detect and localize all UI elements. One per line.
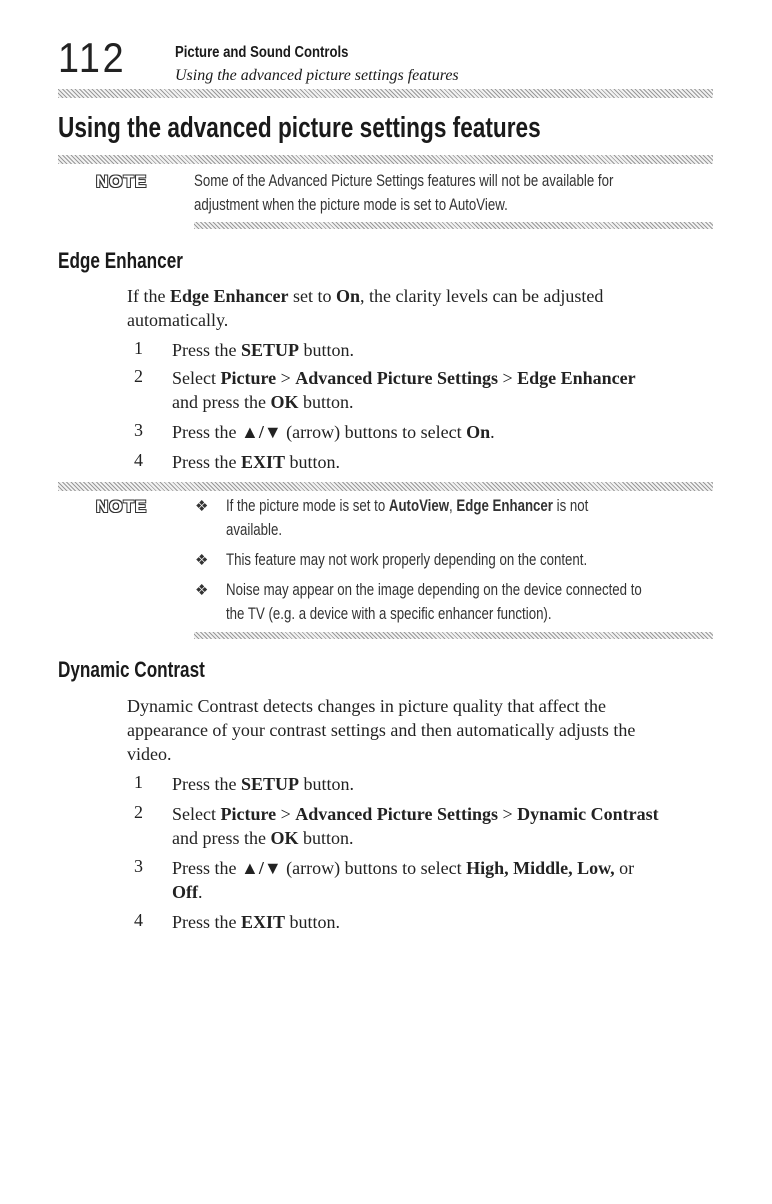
diamond-bullet-icon: ❖ <box>195 499 209 515</box>
step-text: Press the EXIT button. <box>172 452 341 472</box>
note-bullet-text: This feature may not work properly depending on the content. <box>226 550 588 569</box>
step-text: Press the SETUP button. <box>172 340 355 360</box>
step-number: 2 <box>134 802 143 822</box>
step-text: Select Picture > Advanced Picture Settings > Dynamic Contrast and press the OK button. <box>172 804 659 848</box>
step-number: 4 <box>134 450 143 470</box>
page-title: Using the advanced picture settings features <box>58 112 541 144</box>
note-top-rule <box>58 482 713 491</box>
note-bullet-text: If the picture mode is set to AutoView, Edge Enhancer is not available. <box>226 496 589 539</box>
step-number: 1 <box>134 338 143 358</box>
diamond-bullet-icon: ❖ <box>195 553 209 569</box>
section-subtitle: Using the advanced picture settings features <box>175 67 459 84</box>
note-label: NOTE <box>96 497 148 516</box>
dynamic-contrast-intro: Dynamic Contrast detects changes in picture quality that affect the appearance of your contrast settings and then automatically adjusts the video. <box>127 696 636 764</box>
page-number: 112 <box>58 34 127 81</box>
diamond-bullet-icon: ❖ <box>195 583 209 599</box>
note-bottom-rule <box>194 222 713 229</box>
step-number: 1 <box>134 772 143 792</box>
step-text: Press the ▲/▼ (arrow) buttons to select High, Middle, Low, or Off. <box>172 858 635 902</box>
note-label: NOTE <box>96 172 148 191</box>
step-text: Press the EXIT button. <box>172 912 341 932</box>
note-top-rule <box>58 155 713 164</box>
step-number: 2 <box>134 366 143 386</box>
note-text: Some of the Advanced Picture Settings features will not be available for adjustment when the picture mode is set to AutoView. <box>194 171 614 214</box>
note-bottom-rule <box>194 632 713 639</box>
dynamic-contrast-heading: Dynamic Contrast <box>58 657 205 682</box>
step-number: 4 <box>134 910 143 930</box>
edge-enhancer-heading: Edge Enhancer <box>58 248 183 273</box>
step-number: 3 <box>134 420 143 440</box>
step-text: Press the SETUP button. <box>172 774 355 794</box>
header-rule <box>58 89 713 98</box>
edge-enhancer-intro: If the Edge Enhancer set to On, the clarity levels can be adjusted automatically. <box>127 286 604 330</box>
chapter-title: Picture and Sound Controls <box>175 44 349 61</box>
step-number: 3 <box>134 856 143 876</box>
step-text: Press the ▲/▼ (arrow) buttons to select On. <box>172 422 495 442</box>
note-bullet-text: Noise may appear on the image depending on the device connected to the TV (e.g. a device with a specific enhancer function). <box>226 580 642 623</box>
step-text: Select Picture > Advanced Picture Settings > Edge Enhancer and press the OK button. <box>172 368 636 412</box>
